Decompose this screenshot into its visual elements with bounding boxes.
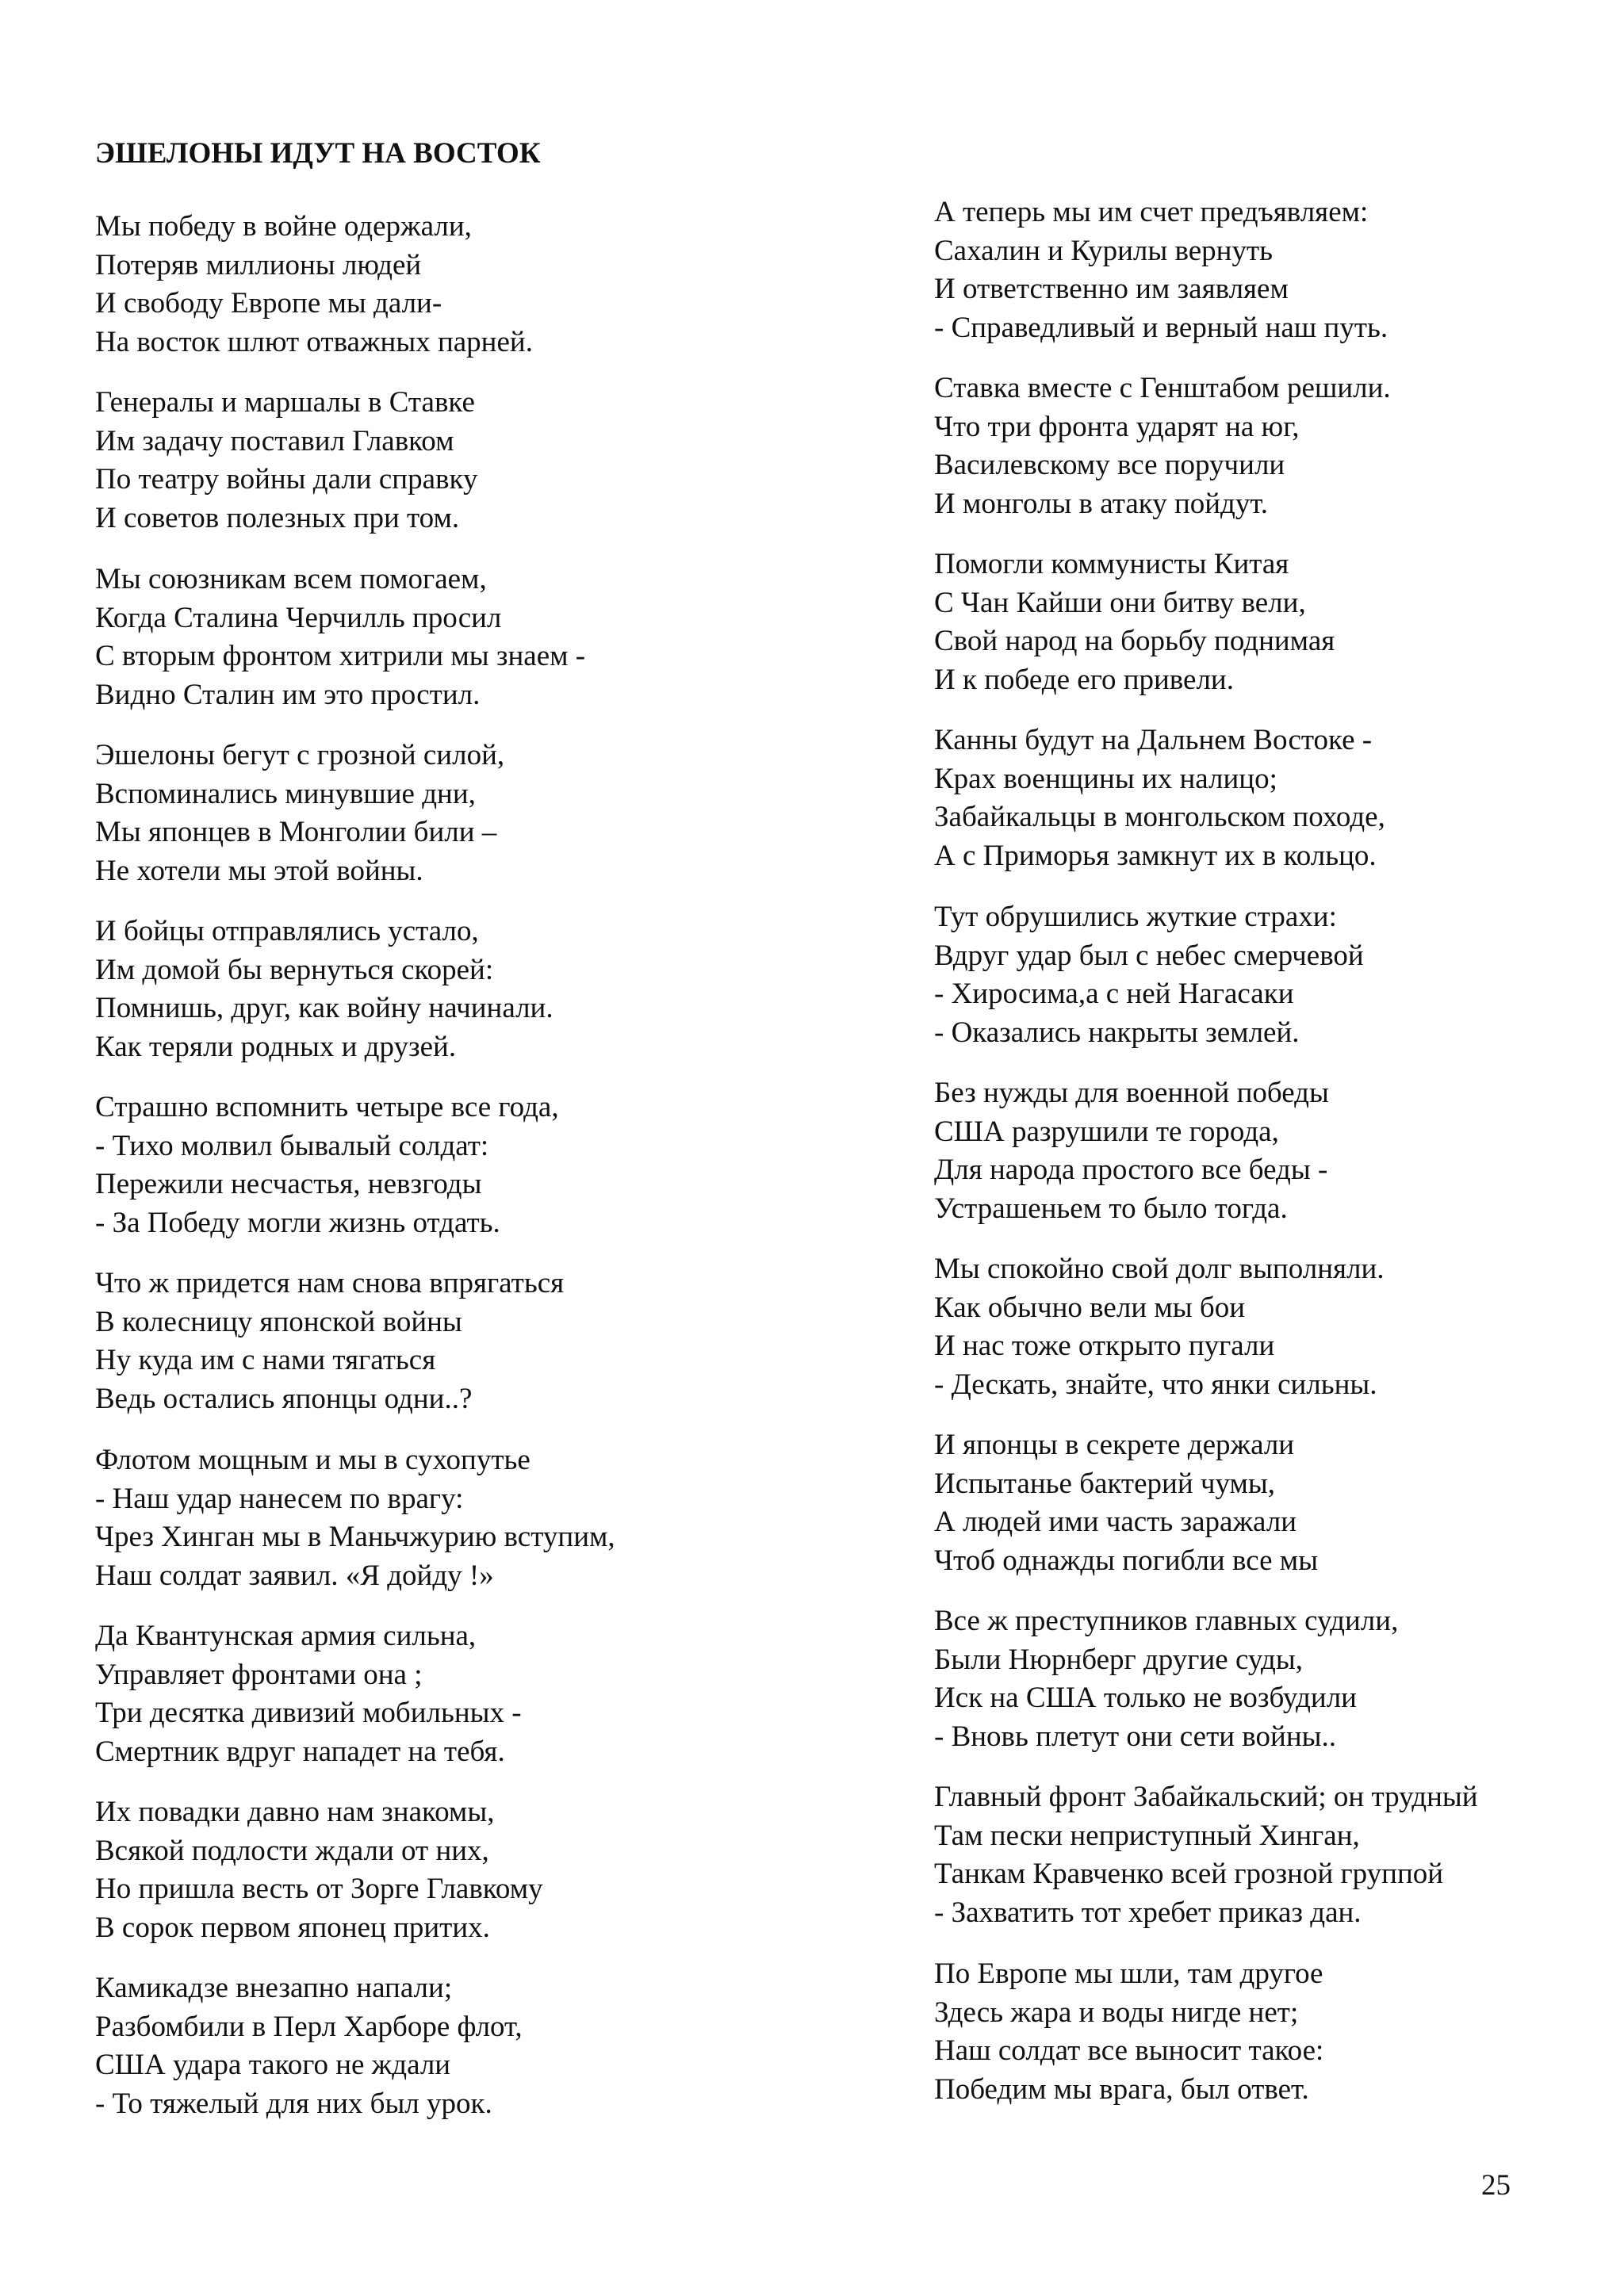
poem-line: Им задачу поставил Главком (95, 424, 454, 457)
poem-line: - Тихо молвил бывалый солдат: (95, 1129, 489, 1162)
poem-line: - То тяжелый для них был урок. (95, 2087, 492, 2120)
poem-line: Танкам Кравченко всей грозной группой (934, 1858, 1444, 1890)
stanza (95, 1441, 615, 1595)
poem-line: - Наш удар нанесем по врагу: (95, 1482, 464, 1515)
poem-line: Ведь остались японцы одни..? (95, 1382, 473, 1415)
poem-line: Ставка вместе с Генштабом решили. (934, 372, 1391, 404)
poem-line: Эшелоны бегут с грозной силой, (95, 739, 505, 771)
poem-line: Не хотели мы этой войны. (95, 854, 423, 887)
poem-line: Разбомбили в Перл Харборе флот, (95, 2010, 523, 2043)
poem-line: И нас тоже открыто пугали (934, 1330, 1275, 1362)
stanza (934, 1426, 1318, 1580)
poem-line: Но пришла весть от Зорге Главкому (95, 1873, 543, 1905)
poem-line: Здесь жара и воды нигде нет; (934, 1996, 1299, 2029)
poem-line: А с Приморья замкнут их в кольцо. (934, 839, 1377, 872)
poem-line: И японцы в секрете держали (934, 1429, 1295, 1461)
poem-line: - Вновь плетут они сети войны.. (934, 1720, 1336, 1753)
poem-line: По театру войны дали справку (95, 463, 478, 496)
stanza (95, 737, 504, 890)
poem-line: Видно Сталин им это простил. (95, 678, 481, 711)
poem-line: И ответственно им заявляем (934, 273, 1289, 305)
poem-line: Тут обрушились жуткие страхи: (934, 901, 1337, 933)
poem-line: Что три фронта ударят на юг, (934, 410, 1300, 443)
poem-line: В колесницу японской войны (95, 1305, 462, 1338)
poem-line: Как обычно вели мы бои (934, 1291, 1246, 1324)
stanza (934, 1778, 1478, 1932)
poem-line: Наш солдат заявил. «Я дойду !» (95, 1559, 494, 1592)
poem-line: Главный фронт Забайкальский; он трудный (934, 1781, 1478, 1813)
poem-line: Пережили несчастья, невзгоды (95, 1168, 482, 1200)
poem-line: Мы спокойно свой долг выполняли. (934, 1253, 1385, 1285)
stanza (95, 208, 533, 362)
poem-line: Помнишь, друг, как войну начинали. (95, 992, 553, 1024)
poem-line: Когда Сталина Черчилль просил (95, 601, 502, 634)
poem-line: Крах военщины их налицо; (934, 762, 1277, 795)
stanza (95, 1265, 564, 1418)
stanza (934, 721, 1385, 875)
poem-line: С Чан Кайши они битву вели, (934, 586, 1306, 619)
poem-line: Наш солдат все выносит такое: (934, 2034, 1324, 2067)
poem-line: - Справедливый и верный наш путь. (934, 311, 1388, 344)
poem-line: Им домой бы вернуться скорей: (95, 953, 494, 986)
poem-line: Сахалин и Курилы вернуть (934, 234, 1274, 267)
poem-line: Мы победу в войне одержали, (95, 210, 472, 243)
poem-line: А людей ими часть заражали (934, 1506, 1297, 1538)
poem-line: Иск на США только не возбудили (934, 1682, 1357, 1714)
poem-line: Камикадзе внезапно напали; (95, 1972, 453, 2004)
poem-line: И монголы в атаку пойдут. (934, 487, 1269, 520)
poem-line: Да Квантунская армия сильна, (95, 1620, 477, 1652)
poem-title: ЭШЕЛОНЫ ИДУТ НА ВОСТОК (95, 137, 541, 170)
poem-line: В сорок первом японец притих. (95, 1911, 490, 1944)
poem-line: Три десятка дивизий мобильных - (95, 1697, 522, 1729)
stanza (934, 369, 1391, 523)
page-number: 25 (1481, 2169, 1511, 2202)
poem-line: И свободу Европе мы дали- (95, 287, 442, 320)
poem-line: Их повадки давно нам знакомы, (95, 1796, 495, 1828)
poem-line: Канны будут на Дальнем Востоке - (934, 724, 1373, 756)
stanza (934, 1074, 1329, 1228)
poem-line: И советов полезных при том. (95, 501, 460, 534)
stanza (95, 1793, 543, 1947)
poem-line: Мы союзникам всем помогаем, (95, 563, 487, 595)
poem-line: - Дескать, знайте, что янки сильны. (934, 1368, 1377, 1401)
poem-line: Что ж придется нам снова впрягаться (95, 1267, 565, 1299)
poem-line: Помогли коммунисты Китая (934, 548, 1289, 580)
poem-line: Мы японцев в Монголии били – (95, 816, 497, 848)
poem-line: США удара такого не ждали (95, 2049, 451, 2081)
poem-line: Свой народ на борьбу поднимая (934, 625, 1335, 657)
stanza (95, 384, 477, 538)
poem-line: Флотом мощным и мы в сухопутье (95, 1444, 530, 1476)
poem-line: Как теряли родных и друзей. (95, 1030, 457, 1063)
poem-line: Вдруг удар был с небес смерчевой (934, 939, 1364, 972)
poem-line: Были Нюрнберг другие суды, (934, 1643, 1303, 1676)
poem-line: Забайкальцы в монгольском походе, (934, 801, 1385, 833)
poem-line: Василевскому все поручили (934, 449, 1285, 481)
poem-line: А теперь мы им счет предъявляем: (934, 196, 1369, 228)
stanza (95, 1089, 559, 1242)
poem-line: - За Победу могли жизнь отдать. (95, 1206, 500, 1239)
poem-line: Потеряв миллионы людей (95, 248, 422, 281)
stanza (934, 1602, 1398, 1756)
stanza (934, 898, 1364, 1052)
poem-line: Смертник вдруг нападет на тебя. (95, 1735, 505, 1768)
stanza (934, 193, 1388, 347)
poem-line: И бойцы отправлялись устало, (95, 915, 479, 947)
poem-line: Без нужды для военной победы (934, 1077, 1329, 1109)
poem-line: Испытанье бактерий чумы, (934, 1467, 1276, 1500)
poem-line: Чтоб однажды погибли все мы (934, 1544, 1319, 1577)
stanza (95, 1969, 523, 2123)
poem-line: Ну куда им с нами тягаться (95, 1344, 436, 1376)
poem-line: Вспоминались минувшие дни, (95, 777, 476, 810)
stanza (95, 561, 585, 714)
poem-line: С вторым фронтом хитрили мы знаем - (95, 640, 586, 672)
poem-line: И к победе его привели. (934, 663, 1234, 696)
poem-line: - Захватить тот хребет приказ дан. (934, 1896, 1362, 1929)
poem-line: Управляет фронтами она ; (95, 1658, 423, 1691)
poem-line: - Оказались накрыты землей. (934, 1016, 1300, 1049)
poem-line: Все ж преступников главных судили, (934, 1605, 1399, 1637)
poem-line: Победим мы врага, был ответ. (934, 2072, 1309, 2106)
stanza (934, 545, 1335, 699)
poem-line: Для народа простого все беды - (934, 1154, 1328, 1186)
poem-line: США разрушили те города, (934, 1115, 1279, 1148)
poem-line: - Хиросима,а с ней Нагасаки (934, 978, 1294, 1010)
poem-line: На восток шлют отважных парней. (95, 325, 533, 358)
poem-line: Всякой подлости ждали от них, (95, 1834, 489, 1867)
poem-line: Там пески неприступный Хинган, (934, 1819, 1360, 1852)
stanza (934, 1955, 1323, 2109)
stanza (95, 1617, 522, 1771)
poem-line: По Европе мы шли, там другое (934, 1957, 1323, 1990)
stanza (934, 1250, 1385, 1404)
poem-line: Генералы и маршалы в Ставке (95, 386, 475, 419)
poem-line: Чрез Хинган мы в Маньчжурию вступим, (95, 1521, 615, 1553)
stanza (95, 913, 553, 1066)
poem-line: Страшно вспомнить четыре все года, (95, 1091, 559, 1123)
poem-line: Устрашеньем то было тогда. (934, 1192, 1288, 1225)
